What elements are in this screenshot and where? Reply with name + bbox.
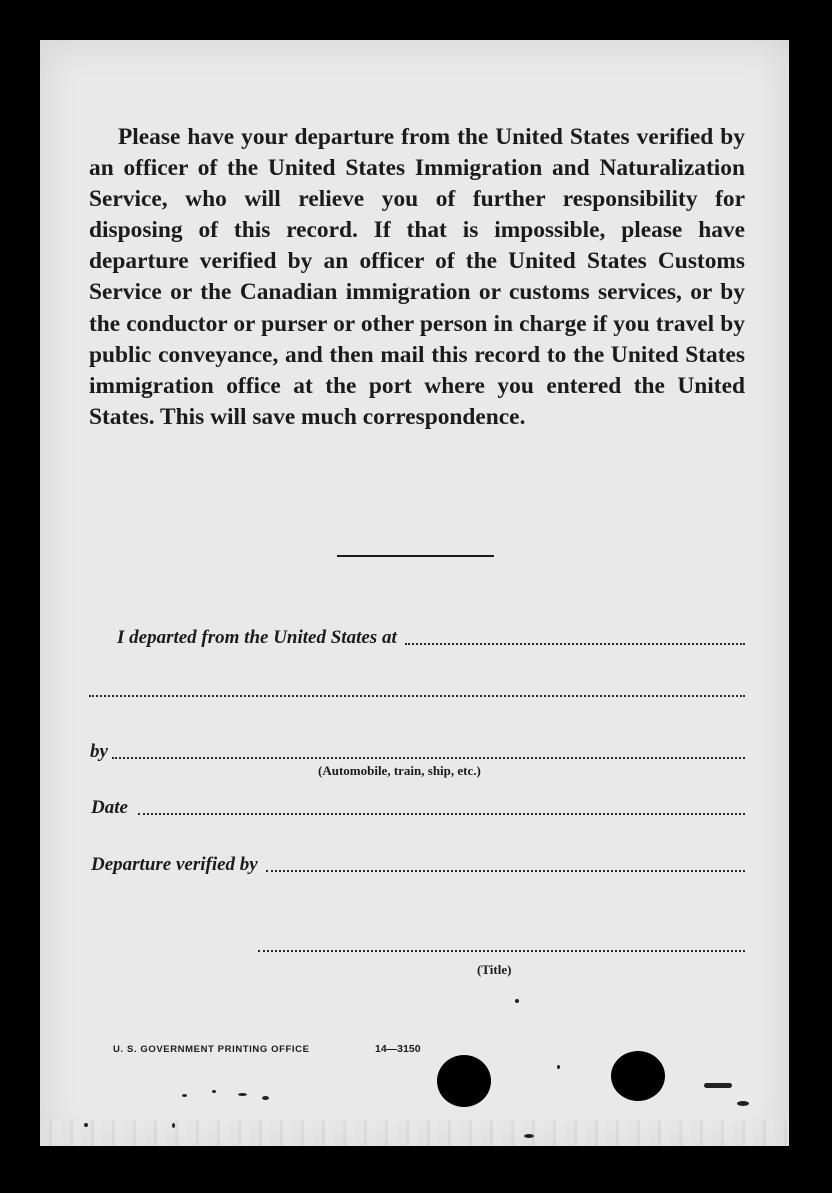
title-caption: (Title) (477, 962, 512, 977)
ink-speck (557, 1065, 560, 1069)
punch-hole-left (437, 1055, 491, 1107)
verified-by-line[interactable] (266, 870, 745, 872)
by-line[interactable] (112, 757, 745, 759)
ink-speck (172, 1123, 175, 1128)
form-number: 14—3150 (375, 1043, 421, 1055)
departed-at-continuation-line[interactable] (89, 695, 745, 697)
ink-speck (737, 1101, 749, 1106)
departure-instructions: Please have your departure from the United States verified by an officer of the United States Immigration and Naturalization Service, who will relieve you of further responsibility for disposing of this record. If that is impossible, please have departure verified by an officer of the United States Customs Service or the Canadian immigration or customs services, or by the conductor or purser or other person in charge if you travel by public conveyance, and then mail this record to the United States immigration office at the port where you entered the United States. This will save much correspondence. (89, 124, 745, 430)
ink-speck (238, 1093, 247, 1096)
title-line[interactable] (258, 950, 745, 952)
printer-imprint: U. S. GOVERNMENT PRINTING OFFICE (113, 1044, 310, 1055)
departed-at-line[interactable] (405, 643, 745, 645)
ink-speck (84, 1123, 88, 1127)
verified-by-row (91, 855, 745, 875)
ink-speck (212, 1090, 216, 1093)
by-label: by (90, 741, 108, 762)
date-line[interactable] (138, 813, 745, 815)
punch-hole-right (611, 1051, 665, 1101)
date-label: Date (91, 797, 128, 818)
date-row (91, 798, 745, 818)
ink-speck (524, 1134, 534, 1138)
by-caption: (Automobile, train, ship, etc.) (318, 763, 481, 778)
verified-by-label: Departure verified by (91, 854, 258, 875)
ink-speck (182, 1094, 187, 1097)
departed-at-row (117, 628, 745, 648)
departed-at-continuation-row (89, 695, 745, 700)
ink-speck (515, 999, 519, 1003)
ink-speck (704, 1083, 732, 1088)
title-row (258, 950, 745, 955)
departed-at-label: I departed from the United States at (117, 627, 397, 648)
by-row (90, 742, 745, 762)
ink-speck (262, 1096, 269, 1100)
section-divider (337, 555, 494, 557)
